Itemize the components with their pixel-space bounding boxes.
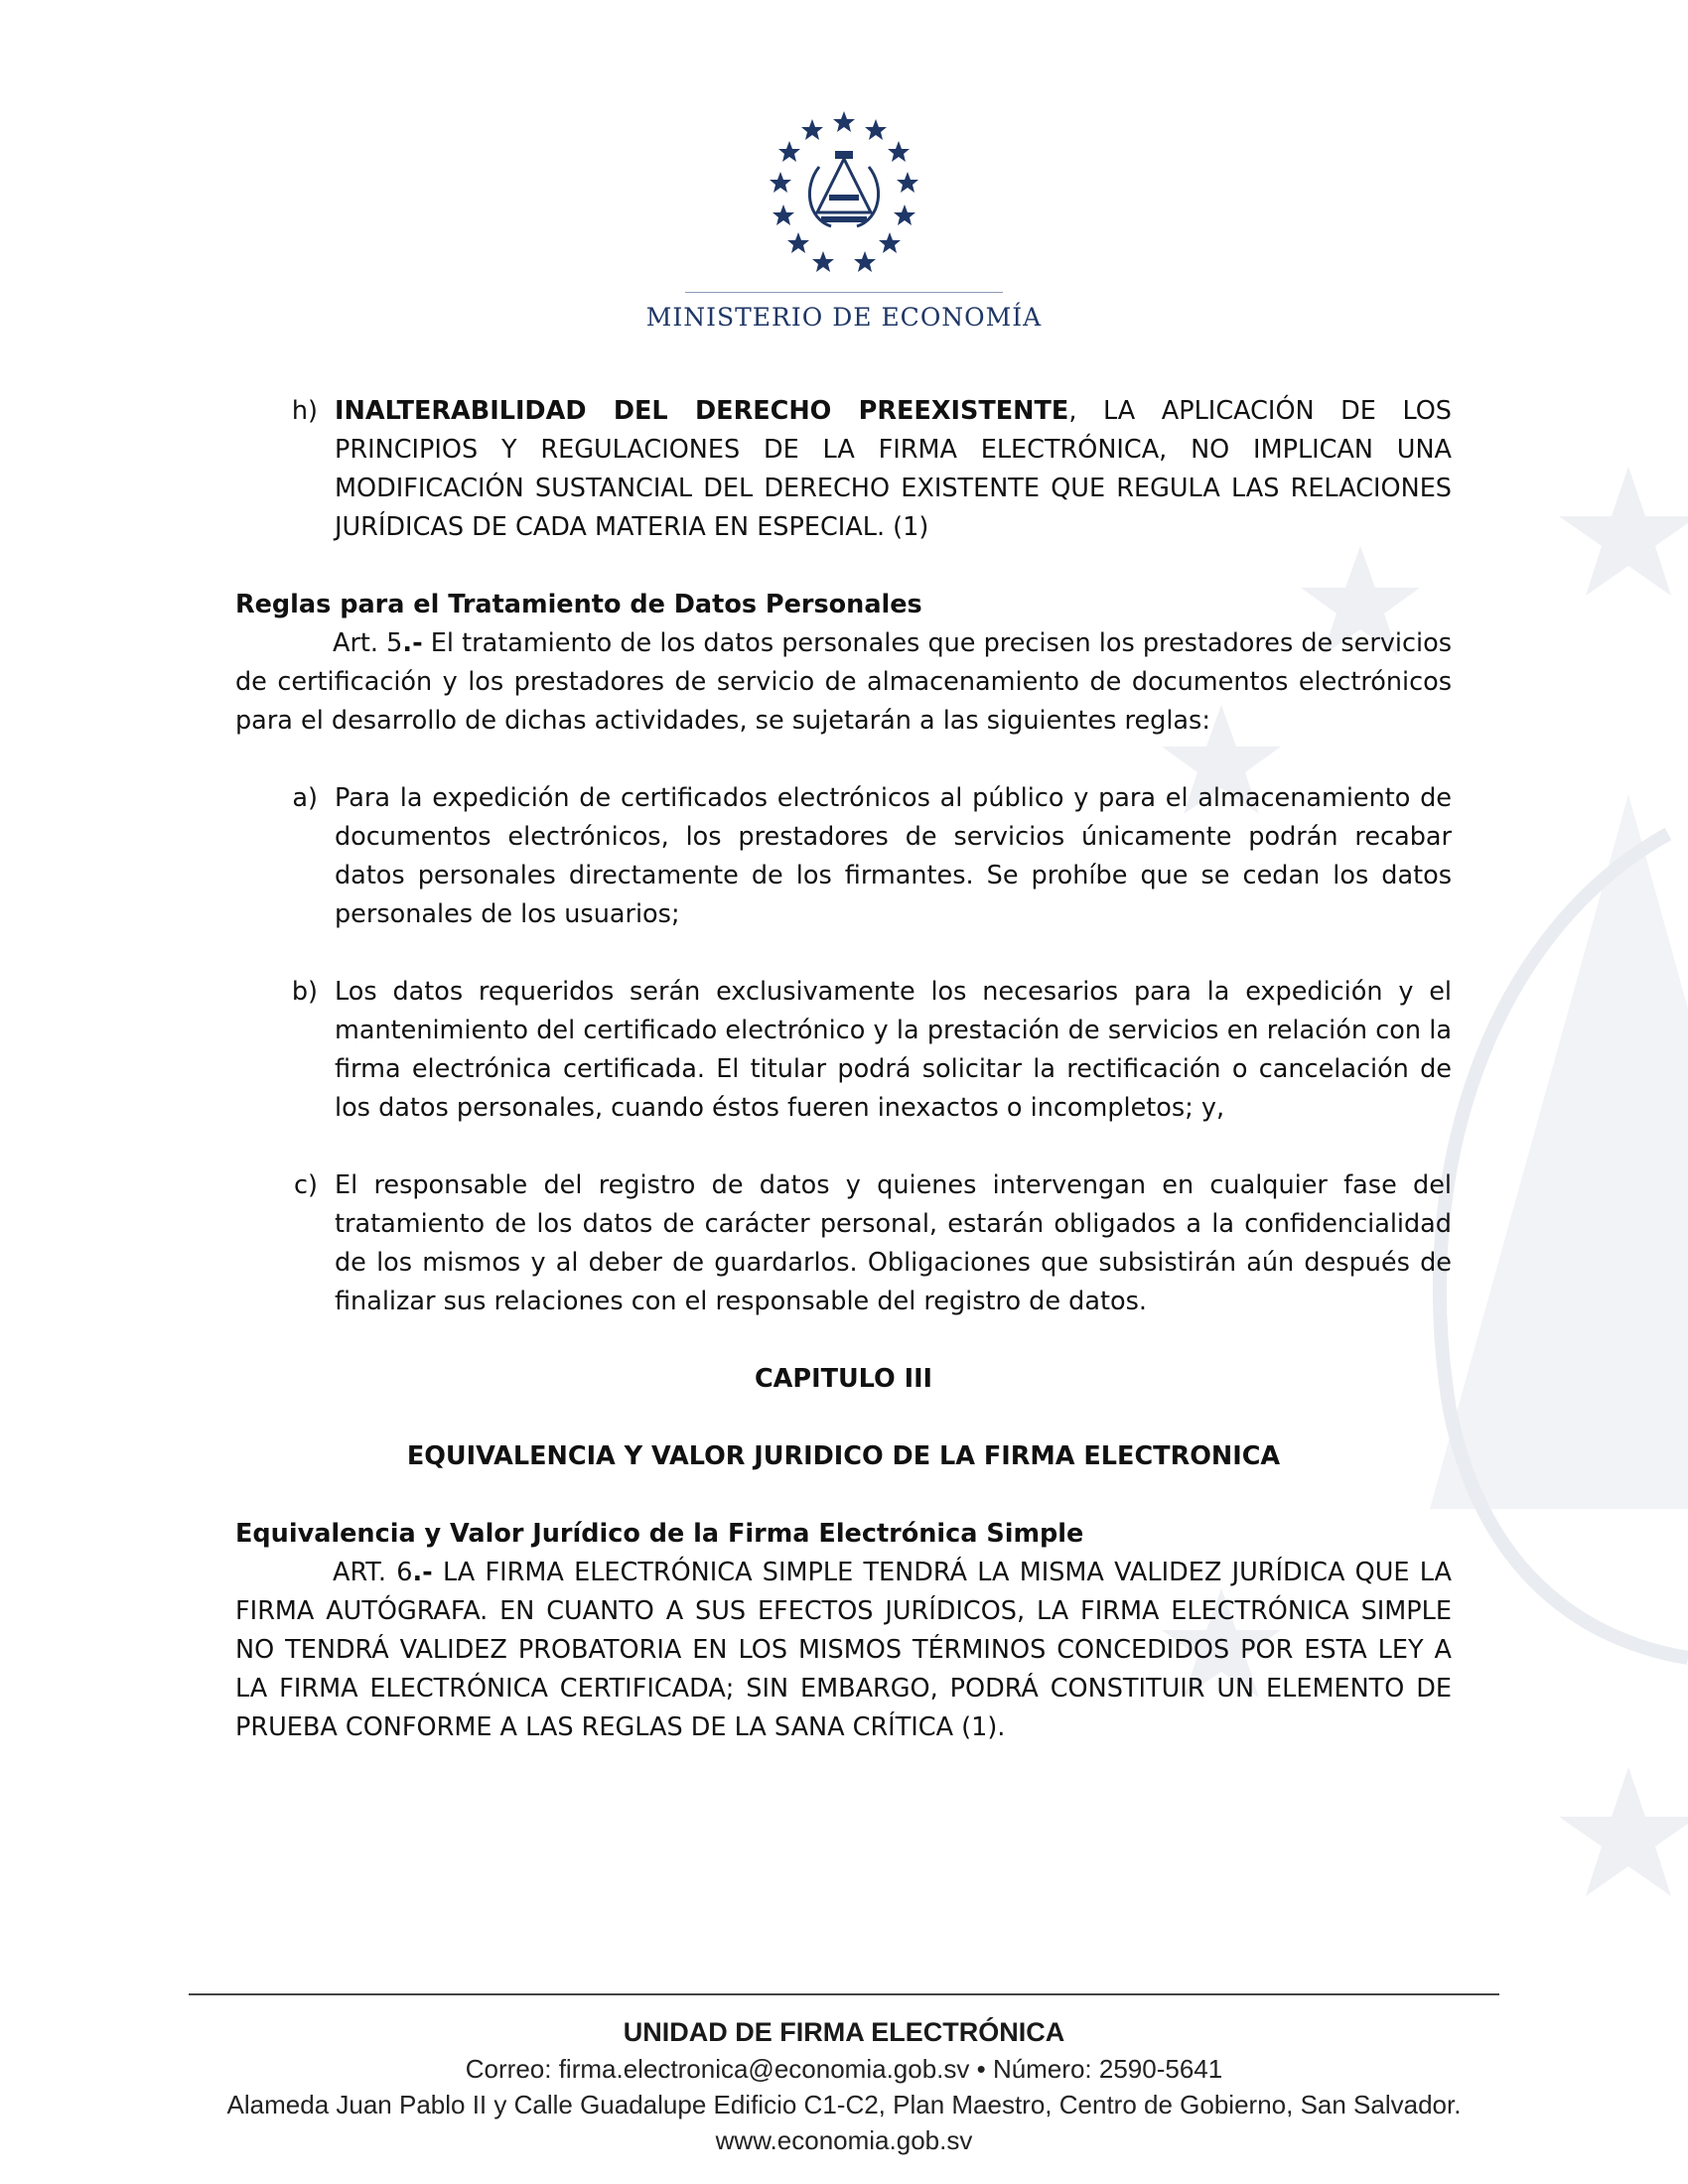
list-item-b xyxy=(235,973,1452,1128)
footer-contact: Correo: firma.electronica@economia.gob.sv • Número: 2590-5641 xyxy=(465,2054,1223,2084)
list-text xyxy=(335,392,1452,547)
list-text: El responsable del registro de datos y quienes intervengan en cualquier fase del tratamiento de los datos de carácter personal, estarán obligados a la confidencialidad de los mismos y al deber de guardarlos. Obligaciones que subsistirán aún después de finalizar sus relaciones con el responsable del registro de datos. xyxy=(335,1170,1452,1316)
page-header xyxy=(0,109,1688,332)
article-5-dash: .- xyxy=(402,628,423,658)
article-5-number: Art. 5 xyxy=(333,628,403,658)
list-item-a xyxy=(235,779,1452,934)
list-body: , LA APLICACIÓN DE LOS PRINCIPIOS Y REGULACIONES DE LA FIRMA ELECTRÓNICA, NO IMPLICAN UNA MODIFICACIÓN SUSTANCIAL DEL DERECHO EXISTENTE QUE REGULA LAS RELACIONES JURÍDICAS DE CADA MATERIA EN ESPECIAL. (1) xyxy=(335,396,1452,542)
ministry-name: MINISTERIO DE ECONOMÍA xyxy=(645,303,1043,332)
document-body xyxy=(235,392,1452,1747)
article-5-text xyxy=(235,624,1452,741)
page-footer xyxy=(0,1993,1688,2158)
list-text: Los datos requeridos serán exclusivamente los necesarios para la expedición y el mantenimiento del certificado electrónico y la prestación de servicios en relación con la firma electrónica certificada. El titular podrá solicitar la rectificación o cancelación de los datos personales, cuando éstos fueren inexactos o incompletos; y, xyxy=(335,977,1452,1123)
list-label: h) xyxy=(291,396,318,426)
list-label: c) xyxy=(294,1170,318,1200)
list-item-c xyxy=(235,1166,1452,1321)
list-item-h xyxy=(235,392,1452,547)
article-6-text xyxy=(235,1554,1452,1747)
list-bold-term: INALTERABILIDAD DEL DERECHO PREEXISTENTE xyxy=(335,396,1069,426)
article-6-body: LA FIRMA ELECTRÓNICA SIMPLE TENDRÁ LA MISMA VALIDEZ JURÍDICA QUE LA FIRMA AUTÓGRAFA. EN CUANTO A SUS EFECTOS JURÍDICOS, LA FIRMA ELECTRÓNICA SIMPLE NO TENDRÁ VALIDEZ PROBATORIA EN LOS MISMOS TÉRMINOS CONCEDIDOS POR ESTA LEY A LA FIRMA ELECTRÓNICA CERTIFICADA; SIN EMBARGO, PODRÁ CONSTITUIR UN ELEMENTO DE PRUEBA CONFORME A LAS REGLAS DE LA SANA CRÍTICA (1). xyxy=(235,1558,1452,1742)
list-text: Para la expedición de certificados electrónicos al público y para el almacenamiento de documentos electrónicos, los prestadores de servicios únicamente podrán recabar datos personales directamente de los firmantes. Se prohíbe que se cedan los datos personales de los usuarios; xyxy=(335,783,1452,929)
watermark-star-icon xyxy=(1559,1767,1688,1896)
article-6-dash: .- xyxy=(412,1558,433,1587)
coat-of-arms-logo xyxy=(760,109,928,278)
footer-unit: UNIDAD DE FIRMA ELECTRÓNICA xyxy=(623,2017,1065,2047)
article-6-heading: Equivalencia y Valor Jurídico de la Firma Electrónica Simple xyxy=(235,1519,1084,1549)
watermark-triangle xyxy=(1430,794,1688,1509)
watermark-star-icon xyxy=(1559,467,1688,596)
footer-address: Alameda Juan Pablo II y Calle Guadalupe Edificio C1-C2, Plan Maestro, Centro de Gobierno, San Salvador. xyxy=(226,2090,1462,2119)
article-6-number: ART. 6 xyxy=(333,1558,413,1587)
chapter-title: EQUIVALENCIA Y VALOR JURIDICO DE LA FIRMA ELECTRONICA xyxy=(406,1441,1281,1471)
article-5-heading: Reglas para el Tratamiento de Datos Personales xyxy=(235,590,922,619)
footer-website: www.economia.gob.sv xyxy=(715,2125,973,2155)
article-5-body: El tratamiento de los datos personales que precisen los prestadores de servicios de certificación y los prestadores de servicio de almacenamiento de documentos electrónicos para el desarrollo de dichas actividades, se sujetarán a las siguientes reglas: xyxy=(235,628,1452,736)
list-label: a) xyxy=(292,783,318,813)
chapter-number: CAPITULO III xyxy=(754,1364,933,1394)
footer-divider xyxy=(189,1993,1499,1995)
header-divider xyxy=(685,292,1003,293)
list-label: b) xyxy=(291,977,318,1007)
